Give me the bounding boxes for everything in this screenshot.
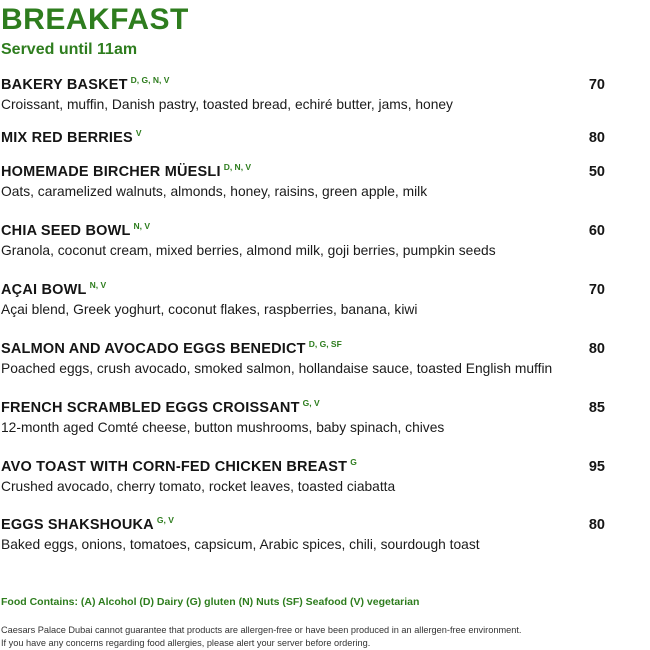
menu-item-name: CHIA SEED BOWL (1, 223, 131, 239)
menu-item-description: Granola, coconut cream, mixed berries, almond milk, goji berries, pumpkin seeds (1, 243, 496, 258)
menu-item-price: 50 (588, 164, 605, 180)
menu-item-price: 95 (588, 459, 605, 475)
menu-title: BREAKFAST (1, 3, 189, 36)
menu-item-description: Oats, caramelized walnuts, almonds, honey, raisins, green apple, milk (1, 184, 428, 199)
menu-item-description: 12-month aged Comté cheese, button mushrooms, baby spinach, chives (1, 420, 445, 435)
disclaimer-line: Caesars Palace Dubai cannot guarantee that products are allergen-free or have been produced in an allergen-free environment. (1, 625, 522, 635)
menu-item-header (1, 457, 605, 477)
menu-item-header (1, 280, 605, 300)
menu-item-price: 70 (588, 282, 605, 298)
menu-item-header (1, 339, 605, 359)
menu-item-name: BAKERY BASKET (1, 77, 128, 93)
menu-item (1, 398, 605, 438)
allergen-tags: D, G, N, V (130, 75, 170, 85)
allergen-tags: G, V (302, 398, 320, 408)
menu-item-price: 80 (588, 517, 605, 533)
menu-item-header (1, 398, 605, 418)
menu-item-name: EGGS SHAKSHOUKA (1, 517, 154, 533)
menu-item-name: SALMON AND AVOCADO EGGS BENEDICT (1, 341, 306, 357)
menu-item-header (1, 75, 605, 95)
disclaimer-line: If you have any concerns regarding food allergies, please alert your server before ordering. (1, 638, 371, 648)
menu-item (1, 128, 605, 148)
menu-item-price: 80 (588, 130, 605, 146)
menu-item (1, 457, 605, 497)
allergen-legend: Food Contains: (A) Alcohol (D) Dairy (G) gluten (N) Nuts (SF) Seafood (V) vegetarian (1, 596, 420, 608)
menu-item-description: Poached eggs, crush avocado, smoked salmon, hollandaise sauce, toasted English muffin (1, 361, 553, 376)
menu-item-price: 80 (588, 341, 605, 357)
menu-item-name: AÇAI BOWL (1, 282, 87, 298)
menu-item-name: MIX RED BERRIES (1, 130, 133, 146)
menu-item-name: FRENCH SCRAMBLED EGGS CROISSANT (1, 400, 300, 416)
menu-item (1, 75, 605, 115)
menu-item-name: AVO TOAST WITH CORN-FED CHICKEN BREAST (1, 459, 348, 475)
menu-item (1, 515, 605, 555)
menu-item (1, 221, 605, 261)
menu-item-description: Baked eggs, onions, tomatoes, capsicum, Arabic spices, chili, sourdough toast (1, 537, 480, 552)
menu-item-description: Crushed avocado, cherry tomato, rocket leaves, toasted ciabatta (1, 479, 396, 494)
allergen-tags: N, V (89, 280, 107, 290)
menu-item (1, 162, 605, 202)
menu-item-header (1, 515, 605, 535)
menu-item (1, 339, 605, 379)
menu-item-price: 60 (588, 223, 605, 239)
menu-item-header (1, 128, 605, 148)
menu-item (1, 280, 605, 320)
allergen-tags: D, N, V (223, 162, 252, 172)
allergen-tags: N, V (133, 221, 151, 231)
menu-item-description: Croissant, muffin, Danish pastry, toasted bread, echiré butter, jams, honey (1, 97, 453, 112)
allergen-tags: D, G, SF (308, 339, 342, 349)
menu-item-header (1, 221, 605, 241)
allergen-tags: G, V (156, 515, 174, 525)
menu-subtitle: Served until 11am (1, 41, 138, 58)
menu-item-price: 70 (588, 77, 605, 93)
menu-item-name: HOMEMADE BIRCHER MÜESLI (1, 164, 221, 180)
menu-item-description: Açai blend, Greek yoghurt, coconut flakes, raspberries, banana, kiwi (1, 302, 418, 317)
menu-item-header (1, 162, 605, 182)
allergen-tags: V (135, 128, 142, 138)
allergen-tags: G (350, 457, 357, 467)
menu-item-price: 85 (588, 400, 605, 416)
allergen-disclaimer (1, 624, 521, 650)
